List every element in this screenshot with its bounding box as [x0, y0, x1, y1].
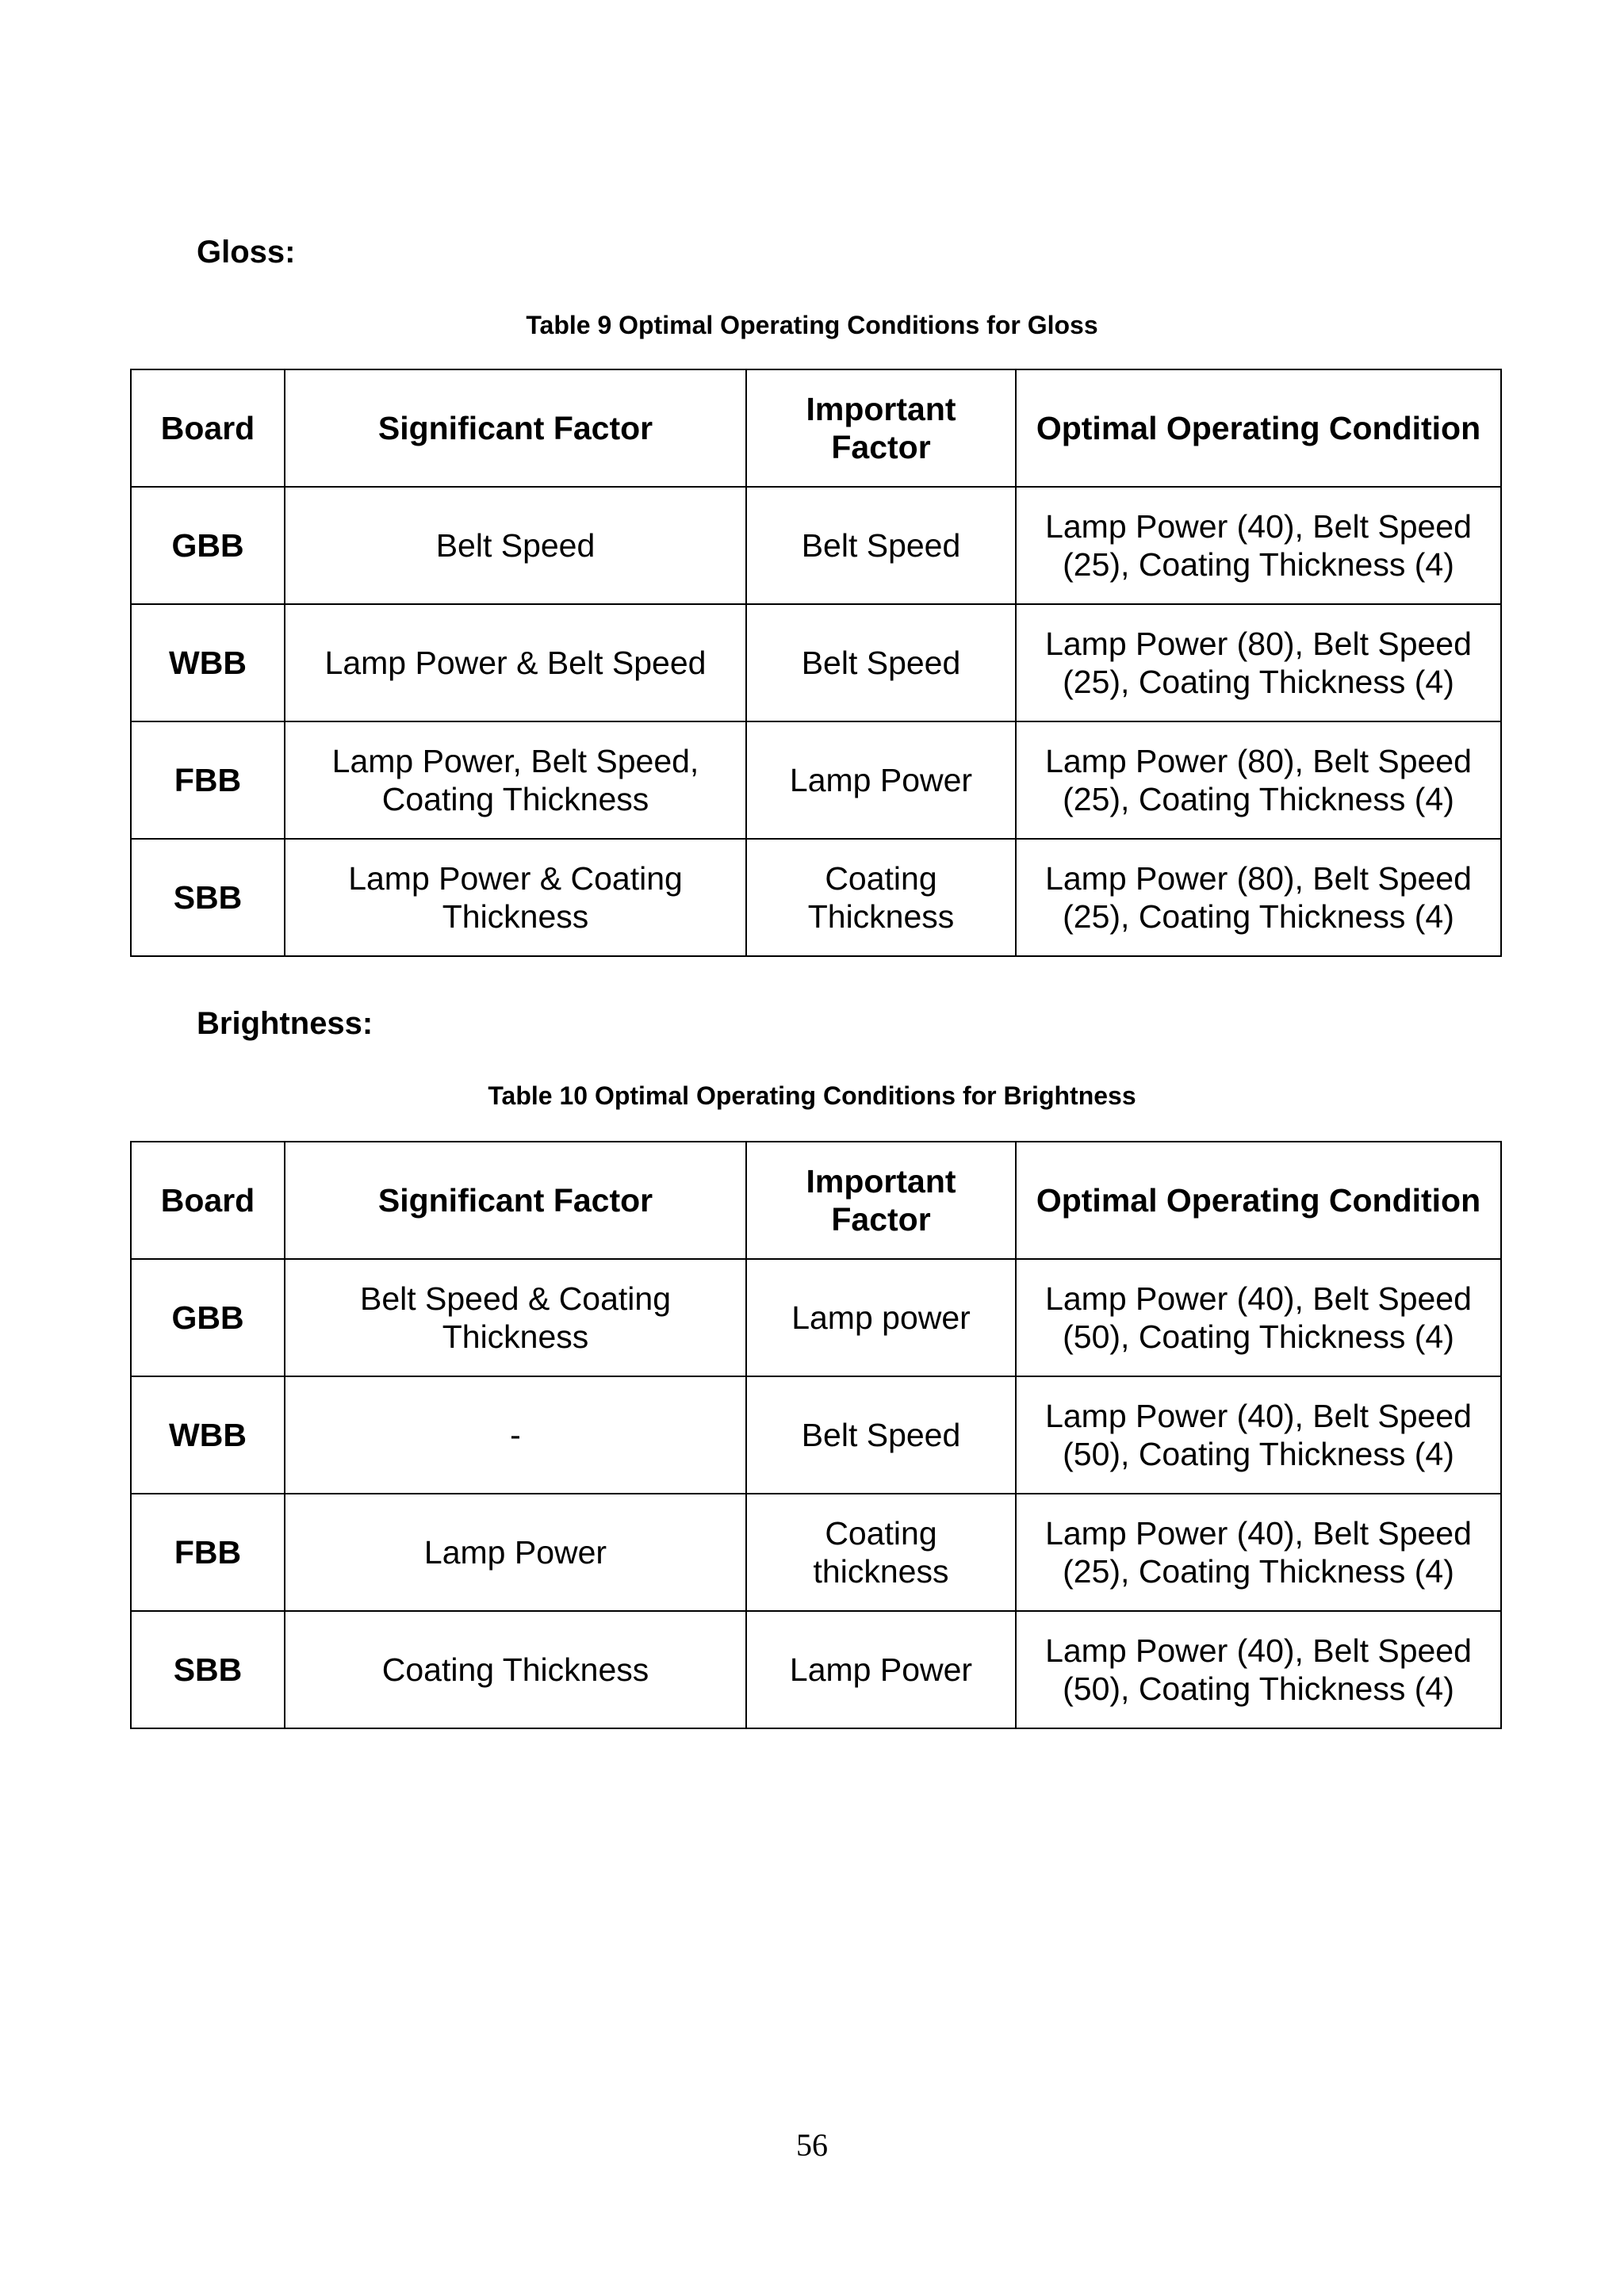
board-cell: WBB [131, 1376, 285, 1494]
important-factor-cell: Lamp power [746, 1259, 1016, 1376]
table-row [131, 1611, 1501, 1728]
gloss-table [130, 369, 1502, 957]
brightness-table [130, 1141, 1502, 1729]
optimal-condition-cell: Lamp Power (40), Belt Speed (25), Coating Thickness (4) [1016, 487, 1501, 604]
important-factor-cell: Coating thickness [746, 1494, 1016, 1611]
significant-factor-cell: Lamp Power [285, 1494, 746, 1611]
page-number: 56 [796, 2127, 828, 2163]
important-factor-cell: Belt Speed [746, 487, 1016, 604]
optimal-condition-cell: Lamp Power (40), Belt Speed (50), Coating Thickness (4) [1016, 1611, 1501, 1728]
optimal-condition-cell: Lamp Power (80), Belt Speed (25), Coating Thickness (4) [1016, 721, 1501, 839]
brightness-heading: Brightness: [197, 1006, 373, 1041]
table-header-row [131, 369, 1501, 487]
significant-factor-cell: Lamp Power, Belt Speed, Coating Thickness [285, 721, 746, 839]
table-row [131, 487, 1501, 604]
optimal-condition-cell: Lamp Power (40), Belt Speed (50), Coating Thickness (4) [1016, 1259, 1501, 1376]
important-factor-cell: Lamp Power [746, 1611, 1016, 1728]
header-important-factor: Important Factor [746, 1142, 1016, 1259]
optimal-condition-cell: Lamp Power (80), Belt Speed (25), Coating Thickness (4) [1016, 604, 1501, 721]
header-board: Board [131, 369, 285, 487]
gloss-heading: Gloss: [197, 235, 296, 270]
significant-factor-cell: Belt Speed [285, 487, 746, 604]
header-board: Board [131, 1142, 285, 1259]
board-cell: GBB [131, 1259, 285, 1376]
header-optimal-condition: Optimal Operating Condition [1016, 1142, 1501, 1259]
table-row [131, 839, 1501, 956]
brightness-table-caption: Table 10 Optimal Operating Conditions for Brightness [488, 1081, 1136, 1110]
table-row [131, 721, 1501, 839]
significant-factor-cell: - [285, 1376, 746, 1494]
optimal-condition-cell: Lamp Power (80), Belt Speed (25), Coating Thickness (4) [1016, 839, 1501, 956]
optimal-condition-cell: Lamp Power (40), Belt Speed (50), Coating Thickness (4) [1016, 1376, 1501, 1494]
board-cell: GBB [131, 487, 285, 604]
table-header-row [131, 1142, 1501, 1259]
table-row [131, 1494, 1501, 1611]
important-factor-cell: Lamp Power [746, 721, 1016, 839]
header-significant-factor: Significant Factor [285, 369, 746, 487]
header-significant-factor: Significant Factor [285, 1142, 746, 1259]
important-factor-cell: Coating Thickness [746, 839, 1016, 956]
table-row [131, 604, 1501, 721]
table-row [131, 1376, 1501, 1494]
board-cell: SBB [131, 839, 285, 956]
header-optimal-condition: Optimal Operating Condition [1016, 369, 1501, 487]
header-important-factor: Important Factor [746, 369, 1016, 487]
significant-factor-cell: Coating Thickness [285, 1611, 746, 1728]
board-cell: SBB [131, 1611, 285, 1728]
important-factor-cell: Belt Speed [746, 604, 1016, 721]
significant-factor-cell: Lamp Power & Belt Speed [285, 604, 746, 721]
board-cell: WBB [131, 604, 285, 721]
significant-factor-cell: Belt Speed & Coating Thickness [285, 1259, 746, 1376]
gloss-table-caption: Table 9 Optimal Operating Conditions for Gloss [526, 311, 1098, 339]
important-factor-cell: Belt Speed [746, 1376, 1016, 1494]
significant-factor-cell: Lamp Power & Coating Thickness [285, 839, 746, 956]
board-cell: FBB [131, 1494, 285, 1611]
board-cell: FBB [131, 721, 285, 839]
optimal-condition-cell: Lamp Power (40), Belt Speed (25), Coating Thickness (4) [1016, 1494, 1501, 1611]
table-row [131, 1259, 1501, 1376]
